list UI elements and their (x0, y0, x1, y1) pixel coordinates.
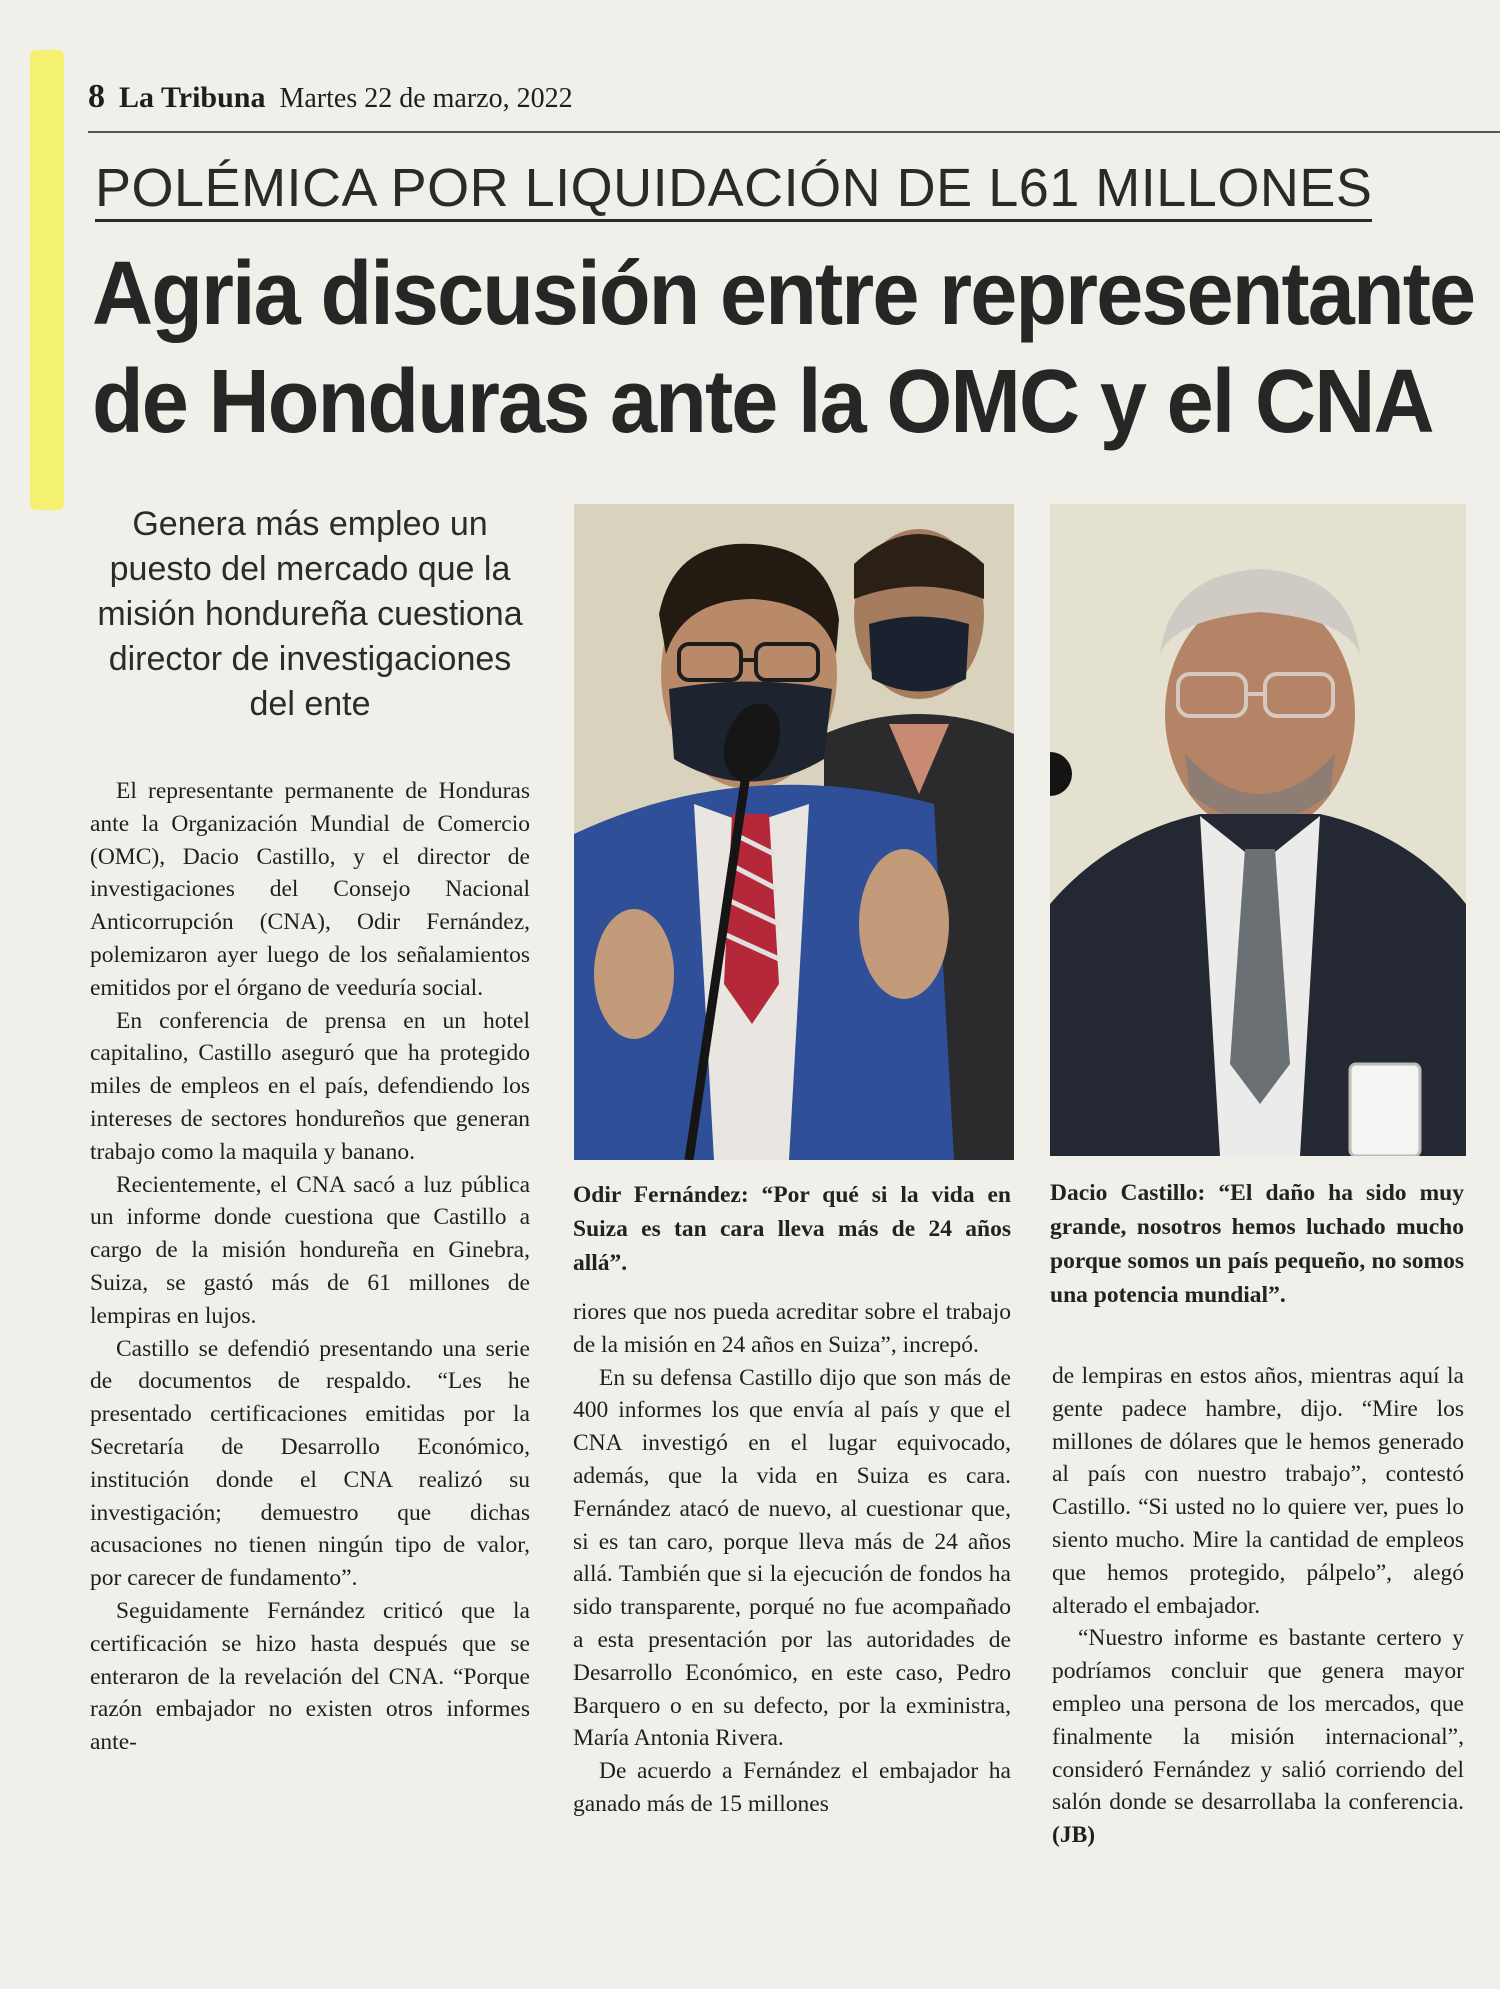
headline-line-1: Agria discusión entre representante (92, 244, 1475, 344)
paragraph: En su defensa Castillo dijo que son más de 400 informes los que envía al país y que el CNA investigó en el lugar equivocado, además, que la vida en Suiza es cara. Fernández atacó de nuevo, al cuestionar que, si es tan caro, porque lleva más de 24 años allá. También que si la ejecución de fondos ha sido transparente, porqué no fue acompañado a esta presentación por las autoridades de Desarrollo Económico, en este caso, Pedro Barquero o en su defecto, por la exministra, María Antonia Rivera. (573, 1364, 1011, 1752)
kicker-headline: POLÉMICA POR LIQUIDACIÓN DE L61 MILLONES (95, 160, 1372, 222)
photo-caption-dacio-castillo: Dacio Castillo: “El daño ha sido muy grande, nosotros hemos luchado mucho porque somos un país pequeño, no somos una potencia mundial”. (1050, 1180, 1464, 1308)
newspaper-name: La Tribuna (119, 81, 266, 114)
paragraph: De acuerdo a Fernández el embajador ha ganado más de 15 millones (573, 1758, 1011, 1817)
paragraph: En conferencia de prensa en un hotel capitalino, Castillo aseguró que ha protegido miles de empleos en el país, defendiendo los intereses de sectores hondureños que generan trabajo como la maquila y banano. (90, 1007, 530, 1165)
paragraph-text: “Nuestro informe es bastante certero y podríamos concluir que genera mayor empleo una persona de los mercados, que finalmente la misión internacional”, consideró Fernández y salió corriendo del salón donde se desarrollaba la conferencia. (1052, 1625, 1464, 1816)
paragraph (1052, 1622, 1464, 1852)
photo-caption-odir-fernandez: Odir Fernández: “Por qué si la vida en Suiza es tan cara lleva más de 24 años allá”. (573, 1182, 1011, 1276)
highlighter-mark (30, 50, 64, 510)
header-rule (88, 131, 1500, 133)
page-header (88, 78, 573, 118)
main-headline (92, 240, 1475, 456)
paragraph: Castillo se defendió presentando una serie de documentos de respaldo. “Les he presentado certificaciones emitidas por la Secretaría de Desarrollo Económico, institución donde el CNA realizó su investigación; demuestro que dichas acusaciones no tienen ningún tipo de valor, por carecer de fundamento”. (90, 1335, 530, 1592)
page-number: 8 (88, 78, 105, 115)
author-byline: (JB) (1052, 1822, 1096, 1849)
paragraph: El representante permanente de Honduras ante la Organización Mundial de Comercio (OMC), Dacio Castillo, y el director de investigaciones del Consejo Nacional Anticorrupción (CNA), Odir Fernández, polemizaron ayer luego de los señalamientos emitidos por el órgano de veeduría social. (90, 778, 530, 1001)
photo-dacio-castillo-illustration (1050, 504, 1466, 1156)
paragraph: Seguidamente Fernández criticó que la certificación se hizo hasta después que se enteraron de la revelación del CNA. “Porque razón embajador no existen otros informes ante- (90, 1597, 530, 1756)
article-column-2 (573, 1296, 1011, 1821)
issue-date: Martes 22 de marzo, 2022 (279, 83, 573, 114)
photo-odir-fernandez-illustration (574, 504, 1014, 1160)
paragraph: Recientemente, el CNA sacó a luz pública un informe donde cuestiona que Castillo a cargo de la misión hondureña en Ginebra, Suiza, se gastó más de 61 millones de lempiras en lujos. (90, 1171, 530, 1329)
article-column-3 (1052, 1360, 1464, 1852)
photo-odir-fernandez (574, 504, 1014, 1160)
paragraph: de lempiras en estos años, mientras aquí la gente padece hambre, dijo. “Mire los millones de dólares que le hemos generado al país con nuestro trabajo”, contestó Castillo. “Si usted no lo quiere ver, pues lo siento mucho. Mire la cantidad de empleos que hemos protegido, pálpelo”, alegó alterado el embajador. (1052, 1363, 1464, 1619)
photo-dacio-castillo (1050, 504, 1466, 1156)
headline-line-2: de Honduras ante la OMC y el CNA (92, 352, 1433, 452)
paragraph: riores que nos pueda acreditar sobre el trabajo de la misión en 24 años en Suiza”, increpó. (573, 1299, 1011, 1358)
article-column-1 (90, 775, 530, 1759)
deck-subheadline: Genera más empleo un puesto del mercado que la misión hondureña cuestiona director de investigaciones del ente (97, 505, 523, 723)
